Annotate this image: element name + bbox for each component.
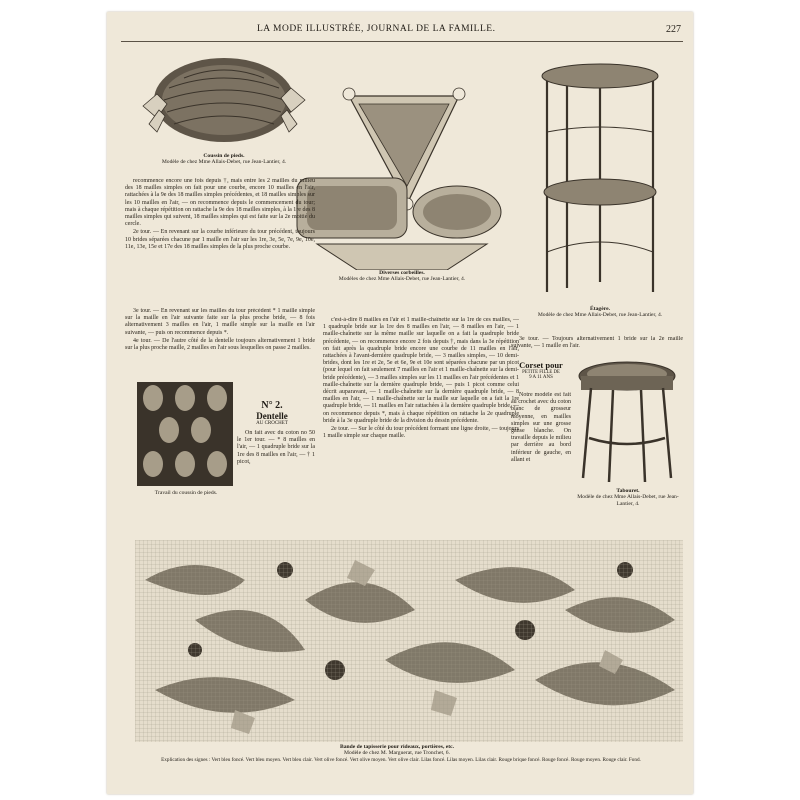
legend-item: Rouge foncé. — [541, 757, 570, 763]
header-rule — [121, 41, 683, 42]
corset-paragraph: Notre modèle est fait au crochet avec du coton blanc de grosseur moyenne, en mailles simples sur une grosse ganse blanche. On travaille depuis le milieu par derrière au bord inférieur de gauche, en allant et — [511, 392, 571, 463]
column-2-text — [323, 317, 519, 493]
col1-paragraph: 3e tour. — En revenant sur les mailles du tour précédent * 1 maille simple sur la maille en l'air suivante faite sur la plus proche bride, — 8 fois alternativement 3 mailles en l'air, 1 maille simple sur la maille en l'air suivante, — puis on recommence depuis *. — [125, 308, 315, 336]
legend-item: Vert bleu clair. — [282, 757, 313, 763]
legend-item: Vert bleu foncé. — [211, 757, 245, 763]
column-1-text-lower — [125, 308, 315, 374]
cushion-caption-source: Modèle de chez Mme Allais-Debet, rue Jean-Lantier, 4. — [161, 159, 287, 166]
shelf-caption-source: Modèle de chez Mme Allais-Debet, rue Jean-Lantier, 4. — [537, 312, 663, 319]
stool-illustration — [573, 358, 681, 484]
col1-paragraph: 2e tour. — En revenant sur la courbe inférieure du tour précédent, toujours 10 brides séparées chacune par 1 maille en l'air sur les 1re, 3e, 5e, 7e, 9e, 10e, 11e, 13e, 15e et 17e des 18 mailles simples de la plus proche courbe. — [125, 229, 315, 250]
corset-heading — [511, 360, 571, 380]
lace-caption: Travail du coussin de pieds. — [154, 490, 218, 496]
stool-caption — [573, 488, 683, 507]
n2-text — [237, 430, 315, 488]
legend-item: Fond. — [628, 757, 641, 763]
stool-caption-title: Tabouret. — [616, 488, 640, 494]
column-1-text — [125, 178, 315, 308]
journal-page — [107, 12, 693, 794]
legend-item: Rouge brique foncé. — [498, 757, 541, 763]
col2-paragraph: c'est-à-dire 8 mailles en l'air et 1 maille-chaînette sur la 1re de ces mailles, — 1 quadruple bride sur la 1re des 8 mailles en l'air, — 8 mailles en l'air, — 1 maille-chaînette sur la même maille sur laquelle on a fait la quadruple bride précédente, — on recommence encore 2 fois depuis †, mais dans la 3e répétition on fait après la quadruple bride encore une courbe de 11 mailles en l'air, rattachées à l'avant-dernière quadruple bride, — 3 mailles simples, — 10 demi-brides, dont les 1re et 2e, 5e et 6e, 9e et 10e sont séparées chacune par un picot (pour lequel on fait seulement 7 mailles en l'air et 1 maille-chaînette sur la demi-bride précédente), — 3 mailles simples sur les 11 mailles en l'air précédentes et 1 maille-chaînette sur la dernière quadruple bride, — puis 1 picot comme celui décrit auparavant, — 1 maille-chaînette sur la dernière quadruple bride, — 8 mailles en l'air, — 1 maille-chaînette sur la maille sur laquelle on a fait la 1re quadruple bride, — 11 mailles en l'air rattachées à la dernière quadruple bride, — on recommence depuis *, mais à chaque répétition on rattache la 2e quadruple bride à la 3e quadruple bride de la division du dessin précédente. — [323, 317, 519, 424]
corset-line3: 9 A 11 ANS — [529, 375, 553, 380]
baskets-illustration — [287, 74, 509, 270]
cushion-caption-title: Coussin de pieds. — [203, 153, 245, 159]
section-subtitle: AU CROCHET — [256, 421, 288, 426]
legend-item: Lilas foncé. — [421, 757, 446, 763]
lace-work-illustration — [137, 382, 233, 486]
shelf-caption-title: Étagère. — [590, 306, 610, 312]
corset-title: Corset pour — [519, 360, 563, 370]
legend-item: Rouge clair. — [602, 757, 628, 763]
legend-item: Lilas clair. — [475, 757, 498, 763]
legend-item: Lilas moyen. — [446, 757, 474, 763]
signs-legend — [115, 757, 687, 764]
legend-item: Vert bleu moyen. — [245, 757, 282, 763]
tapestry-caption — [277, 744, 517, 757]
tapestry-caption-title: Bande de tapisserie pour rideaux, portières, etc. — [340, 744, 454, 750]
section-number: N° 2. — [261, 400, 283, 411]
n2-paragraph: On fait avec du coton no 50 le 1er tour. — * 8 mailles en l'air, — 1 quadruple bride sur la 1re des 8 mailles en l'air, — † 1 picot, — [237, 430, 315, 465]
baskets-caption-source: Modèles de chez Mme Allais-Debet, rue Jean-Lantier, 4. — [338, 276, 466, 283]
tapestry-pattern-chart — [135, 540, 683, 742]
shelf-caption — [525, 306, 675, 319]
tapestry-caption-source: Modèle de chez M. Marguerat, rue Tronchet, 6. — [344, 750, 450, 757]
col1-paragraph: recommence encore une fois depuis †, mais entre les 2 mailles du milieu des 18 mailles simples on fait pour une courbe, encore 10 mailles en l'air, rattachées à la 9e des 18 mailles simples précédentes, et 18 mailles simples sur les 10 mailles en l'air, — on recommence depuis le commencement du tour; mais à chaque répétition on rattache la 9e des 18 mailles simples, à la 1re des 8 mailles simples qui suivent, 18 mailles simples qui est faite sur la 2e moitié du cercle. — [125, 178, 315, 228]
section-title: Dentelle — [256, 411, 288, 421]
corset-line2: PETITE FILLE DE — [522, 370, 560, 375]
page-number: 227 — [666, 24, 681, 35]
shelf-illustration — [525, 52, 675, 302]
col1-paragraph: 4e tour. — De l'autre côté de la dentelle toujours alternativement 1 bride sur la plus proche maille, 2 mailles en l'air sous lesquelles on passe 2 mailles. — [125, 337, 315, 352]
legend-item: Rouge moyen. — [570, 757, 602, 763]
legend-item: Vert olive foncé. — [314, 757, 349, 763]
column-3-text-top — [511, 336, 683, 354]
legend-item: Vert olive clair. — [387, 757, 420, 763]
corset-text — [511, 392, 571, 508]
col3-paragraph: 3e tour. — Toujours alternativement 1 bride sur la 2e maille suivante, — 1 maille en l'air. — [511, 336, 683, 350]
baskets-caption — [322, 270, 482, 283]
legend-item: Vert olive moyen. — [349, 757, 387, 763]
section-n2-heading — [237, 400, 307, 426]
journal-title: LA MODE ILLUSTRÉE, JOURNAL DE LA FAMILLE. — [257, 24, 496, 34]
stool-caption-source: Modèle de chez Mme Allais-Debet, rue Jean-Lantier, 4. — [577, 494, 679, 507]
legend-intro: Explication des signes : — [161, 757, 211, 763]
baskets-caption-title: Diverses corbeilles. — [379, 270, 425, 276]
col2-paragraph: 2e tour. — Sur le côté du tour précédent formant une ligne droite, — toujours 1 maille simple sur chaque maille. — [323, 426, 519, 440]
